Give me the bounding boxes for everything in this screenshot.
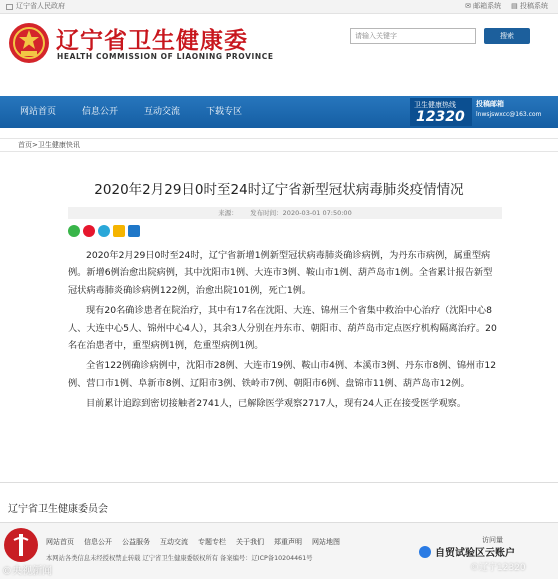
weibo-share-icon[interactable] (83, 225, 95, 237)
source-label: 来源： (218, 209, 238, 217)
footer-link[interactable]: 信息公开 (84, 538, 112, 546)
article-paragraph: 目前累计追踪到密切接触者2741人，已解除医学观察2717人，现有24人正在接受医学观察。 (86, 398, 467, 410)
more-share-icon[interactable] (128, 225, 140, 237)
footer-link[interactable]: 关于我们 (236, 538, 264, 546)
site-title-en: HEALTH COMMISSION OF LIAONING PROVINCE (57, 52, 274, 61)
footer-link[interactable]: 公益服务 (122, 538, 150, 546)
share-bar (68, 225, 140, 237)
submit-system-link[interactable]: ▤ 投稿系统 (511, 2, 548, 10)
gov-link[interactable] (6, 0, 65, 13)
account-avatar-icon (419, 546, 431, 558)
footer-link[interactable]: 互动交流 (160, 538, 188, 546)
search-button[interactable]: 搜索 (484, 28, 530, 44)
account-name: 自贸试验区云账户 (435, 548, 515, 559)
article-body (68, 247, 500, 416)
qzone-share-icon[interactable] (98, 225, 110, 237)
visit-counter: 访问量 (482, 536, 503, 544)
footer-link[interactable]: 网站地图 (312, 538, 340, 546)
nav-item-home[interactable]: 网站首页 (20, 107, 57, 117)
publish-time: 发布时间：2020-03-01 07:50:00 (250, 209, 352, 217)
footer-org-name: 辽宁省卫生健康委员会 (8, 504, 108, 515)
footer-link[interactable]: 专题专栏 (198, 538, 226, 546)
search-input[interactable]: 请输入关键字 (350, 28, 476, 44)
article-paragraph: 现有20名确诊患者在院治疗，其中有17名在沈阳、大连、锦州三个省集中救治中心治疗（沈阳中心8人、大连中心5人、锦州中心4人），其余3人分别在丹东市、朝阳市、葫芦岛市定点医疗机构隔离治疗。20名在治患者中，重型病例1例，危重型病例1例。 (68, 305, 497, 352)
commission-logo-icon (4, 528, 38, 562)
national-emblem-icon (8, 22, 50, 64)
footer-link[interactable]: 网站首页 (46, 538, 74, 546)
wechat-share-icon[interactable] (68, 225, 80, 237)
site-title[interactable]: 辽宁省卫生健康委 (56, 27, 248, 54)
gov-home-icon (6, 4, 13, 10)
submit-system-label: 投稿系统 (520, 2, 548, 10)
source-watermark: ©辽宁12320 (470, 563, 526, 573)
mail-system-link[interactable]: ✉ 邮箱系统 (465, 2, 502, 10)
mail-label: 投稿邮箱 (476, 100, 504, 108)
main-nav (0, 96, 558, 128)
article-paragraph: 全省122例确诊病例中，沈阳市28例、大连市19例、鞍山市4例、本溪市3例、丹东市8例、锦州市12例、营口市1例、阜新市8例、辽阳市3例、铁岭市7例、朝阳市6例、盘锦市11例、葫芦岛市12例。 (68, 360, 497, 389)
account-watermark (419, 544, 515, 559)
hotline-label: 卫生健康热线 (414, 101, 456, 109)
cctv-watermark: ©央视新闻 (2, 566, 52, 577)
nav-item-download[interactable]: 下载专区 (206, 107, 243, 117)
article-title: 2020年2月29日0时至24时辽宁省新型冠状病毒肺炎疫情情况 (94, 182, 464, 198)
hotline-number: 12320 (416, 109, 465, 125)
footer-divider (0, 482, 558, 483)
footer-link[interactable]: 郑重声明 (274, 538, 302, 546)
nav-item-info[interactable]: 信息公开 (82, 107, 119, 117)
article-meta (68, 207, 502, 219)
favorite-icon[interactable] (113, 225, 125, 237)
nav-item-interact[interactable]: 互动交流 (144, 107, 181, 117)
footer-links (46, 537, 340, 547)
mail-system-label: 邮箱系统 (473, 2, 502, 10)
hotline-box[interactable] (410, 98, 472, 126)
mail-address: lnwsjswxcc@163.com (476, 111, 542, 118)
gov-link-label: 辽宁省人民政府 (16, 2, 65, 10)
top-links (465, 0, 548, 13)
top-bar (0, 0, 558, 14)
breadcrumb[interactable]: 首页>卫生健康快讯 (0, 138, 558, 152)
submission-mail[interactable] (476, 99, 541, 118)
article-paragraph: 2020年2月29日0时至24时，辽宁省新增1例新型冠状病毒肺炎确诊病例，为丹东市病例，属重型病例。新增6例治愈出院病例，其中沈阳市1例、大连市3例、鞍山市1例、葫芦岛市1例。全省累计报告新型冠状病毒肺炎确诊病例122例，治愈出院101例，死亡1例。 (68, 250, 493, 296)
footer-copyright: 本网站各类信息未经授权禁止转载 辽宁省卫生健康委版权所有 备案编号：辽ICP备10204461号 (46, 555, 313, 562)
